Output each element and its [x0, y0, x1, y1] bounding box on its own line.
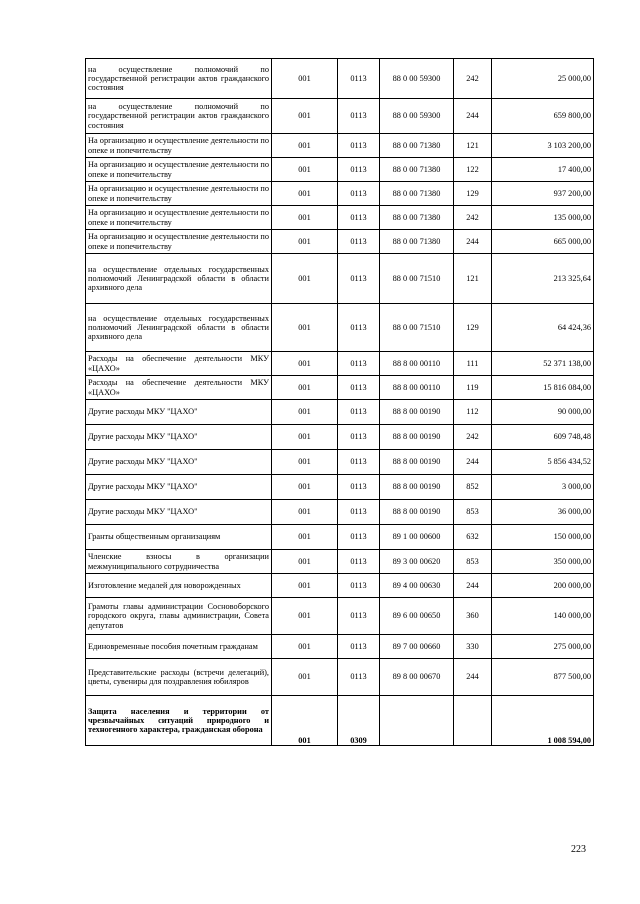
- cell-name: на осуществление отдельных государственных полномочий Ленинградской области в области архивного дела: [86, 304, 272, 352]
- cell-target-article: 88 8 00 00190: [380, 500, 454, 525]
- table-row: [86, 635, 594, 659]
- cell-department-code: 001: [272, 659, 338, 696]
- cell-expense-type: 122: [454, 158, 492, 182]
- cell-amount: 25 000,00: [492, 59, 594, 99]
- cell-department-code: 001: [272, 376, 338, 400]
- cell-target-article: 88 8 00 00110: [380, 376, 454, 400]
- cell-target-article: 88 0 00 59300: [380, 59, 454, 99]
- cell-amount: 1 008 594,00: [492, 696, 594, 746]
- cell-department-code: 001: [272, 450, 338, 475]
- cell-name: на осуществление отдельных государственных полномочий Ленинградской области в области архивного дела: [86, 254, 272, 304]
- cell-expense-type: 853: [454, 550, 492, 574]
- table-row: [86, 400, 594, 425]
- cell-name: На организацию и осуществление деятельности по опеке и попечительству: [86, 134, 272, 158]
- cell-amount: 659 800,00: [492, 99, 594, 134]
- cell-department-code: 001: [272, 598, 338, 635]
- cell-name: Другие расходы МКУ "ЦАХО": [86, 500, 272, 525]
- cell-target-article: 88 8 00 00190: [380, 400, 454, 425]
- cell-target-article: 89 3 00 00620: [380, 550, 454, 574]
- cell-name: Другие расходы МКУ "ЦАХО": [86, 450, 272, 475]
- cell-section-code: 0113: [338, 400, 380, 425]
- cell-expense-type: 244: [454, 99, 492, 134]
- table-row: [86, 500, 594, 525]
- cell-amount: 937 200,00: [492, 182, 594, 206]
- cell-amount: 15 816 084,00: [492, 376, 594, 400]
- cell-department-code: 001: [272, 500, 338, 525]
- cell-section-code: 0113: [338, 352, 380, 376]
- cell-expense-type: [454, 696, 492, 746]
- cell-target-article: 88 8 00 00190: [380, 450, 454, 475]
- cell-amount: 3 000,00: [492, 475, 594, 500]
- cell-amount: 52 371 138,00: [492, 352, 594, 376]
- table-row: [86, 450, 594, 475]
- table-row: [86, 696, 594, 746]
- table-row: [86, 134, 594, 158]
- table-row: [86, 206, 594, 230]
- cell-target-article: 89 1 00 00600: [380, 525, 454, 550]
- cell-expense-type: 852: [454, 475, 492, 500]
- cell-name: Представительские расходы (встречи делегаций), цветы, сувениры для поздравления юбиляров: [86, 659, 272, 696]
- cell-name: Расходы на обеспечение деятельности МКУ «ЦАХО»: [86, 352, 272, 376]
- cell-expense-type: 244: [454, 450, 492, 475]
- cell-amount: 17 400,00: [492, 158, 594, 182]
- cell-target-article: 88 0 00 59300: [380, 99, 454, 134]
- cell-section-code: 0309: [338, 696, 380, 746]
- cell-department-code: 001: [272, 134, 338, 158]
- cell-amount: 135 000,00: [492, 206, 594, 230]
- cell-target-article: 89 4 00 00630: [380, 574, 454, 598]
- cell-expense-type: 853: [454, 500, 492, 525]
- table-row: [86, 352, 594, 376]
- cell-section-code: 0113: [338, 59, 380, 99]
- cell-amount: 5 856 434,52: [492, 450, 594, 475]
- cell-section-code: 0113: [338, 574, 380, 598]
- cell-section-code: 0113: [338, 99, 380, 134]
- cell-expense-type: 112: [454, 400, 492, 425]
- cell-target-article: 88 8 00 00110: [380, 352, 454, 376]
- cell-target-article: 89 8 00 00670: [380, 659, 454, 696]
- table-row: [86, 574, 594, 598]
- cell-expense-type: 129: [454, 304, 492, 352]
- table-row: [86, 59, 594, 99]
- cell-expense-type: 244: [454, 230, 492, 254]
- cell-name: Членские взносы в организации межмуниципального сотрудничества: [86, 550, 272, 574]
- cell-target-article: 89 6 00 00650: [380, 598, 454, 635]
- cell-expense-type: 111: [454, 352, 492, 376]
- cell-section-code: 0113: [338, 134, 380, 158]
- cell-department-code: 001: [272, 550, 338, 574]
- table-row: [86, 158, 594, 182]
- cell-target-article: 88 8 00 00190: [380, 475, 454, 500]
- cell-department-code: 001: [272, 425, 338, 450]
- cell-name: Грамоты главы администрации Сосновоборского городского округа, главы администрации, Совета депутатов: [86, 598, 272, 635]
- cell-amount: 3 103 200,00: [492, 134, 594, 158]
- table-row: [86, 99, 594, 134]
- cell-target-article: 89 7 00 00660: [380, 635, 454, 659]
- cell-section-code: 0113: [338, 500, 380, 525]
- cell-section-code: 0113: [338, 450, 380, 475]
- cell-amount: 665 000,00: [492, 230, 594, 254]
- budget-table: [85, 58, 594, 746]
- cell-amount: 350 000,00: [492, 550, 594, 574]
- cell-name: Единовременные пособия почетным гражданам: [86, 635, 272, 659]
- cell-name: На организацию и осуществление деятельности по опеке и попечительству: [86, 158, 272, 182]
- cell-target-article: 88 0 00 71510: [380, 254, 454, 304]
- cell-name: На организацию и осуществление деятельности по опеке и попечительству: [86, 206, 272, 230]
- cell-expense-type: 242: [454, 206, 492, 230]
- cell-section-code: 0113: [338, 525, 380, 550]
- cell-name: На организацию и осуществление деятельности по опеке и попечительству: [86, 182, 272, 206]
- cell-amount: 64 424,36: [492, 304, 594, 352]
- cell-target-article: 88 8 00 00190: [380, 425, 454, 450]
- table-row: [86, 376, 594, 400]
- cell-expense-type: 129: [454, 182, 492, 206]
- cell-department-code: 001: [272, 182, 338, 206]
- cell-section-code: 0113: [338, 550, 380, 574]
- cell-department-code: 001: [272, 696, 338, 746]
- cell-department-code: 001: [272, 635, 338, 659]
- cell-target-article: 88 0 00 71380: [380, 182, 454, 206]
- table-row: [86, 182, 594, 206]
- cell-name: Изготовление медалей для новорожденных: [86, 574, 272, 598]
- cell-name: Другие расходы МКУ "ЦАХО": [86, 425, 272, 450]
- cell-name: На организацию и осуществление деятельности по опеке и попечительству: [86, 230, 272, 254]
- cell-section-code: 0113: [338, 304, 380, 352]
- cell-department-code: 001: [272, 352, 338, 376]
- cell-target-article: 88 0 00 71380: [380, 230, 454, 254]
- cell-amount: 213 325,64: [492, 254, 594, 304]
- cell-name: Защита населения и территории от чрезвычайных ситуаций природного и техногенного характера, гражданская оборона: [86, 696, 272, 746]
- cell-department-code: 001: [272, 400, 338, 425]
- cell-department-code: 001: [272, 230, 338, 254]
- cell-amount: 36 000,00: [492, 500, 594, 525]
- cell-department-code: 001: [272, 475, 338, 500]
- cell-name: Другие расходы МКУ "ЦАХО": [86, 475, 272, 500]
- cell-expense-type: 119: [454, 376, 492, 400]
- cell-department-code: 001: [272, 304, 338, 352]
- table-row: [86, 598, 594, 635]
- cell-expense-type: 242: [454, 425, 492, 450]
- cell-amount: 877 500,00: [492, 659, 594, 696]
- cell-department-code: 001: [272, 158, 338, 182]
- cell-section-code: 0113: [338, 206, 380, 230]
- cell-department-code: 001: [272, 574, 338, 598]
- cell-expense-type: 121: [454, 134, 492, 158]
- cell-amount: 609 748,48: [492, 425, 594, 450]
- cell-section-code: 0113: [338, 425, 380, 450]
- table-row: [86, 525, 594, 550]
- page-number: 223: [571, 844, 586, 855]
- cell-amount: 200 000,00: [492, 574, 594, 598]
- cell-expense-type: 330: [454, 635, 492, 659]
- cell-target-article: 88 0 00 71380: [380, 206, 454, 230]
- cell-amount: 140 000,00: [492, 598, 594, 635]
- cell-expense-type: 121: [454, 254, 492, 304]
- cell-section-code: 0113: [338, 376, 380, 400]
- cell-department-code: 001: [272, 99, 338, 134]
- cell-expense-type: 244: [454, 659, 492, 696]
- cell-department-code: 001: [272, 59, 338, 99]
- cell-section-code: 0113: [338, 598, 380, 635]
- table-row: [86, 230, 594, 254]
- cell-section-code: 0113: [338, 635, 380, 659]
- cell-department-code: 001: [272, 525, 338, 550]
- cell-amount: 275 000,00: [492, 635, 594, 659]
- cell-target-article: 88 0 00 71380: [380, 134, 454, 158]
- table-row: [86, 550, 594, 574]
- table-row: [86, 475, 594, 500]
- cell-section-code: 0113: [338, 475, 380, 500]
- cell-name: на осуществление полномочий по государственной регистрации актов гражданского состояния: [86, 59, 272, 99]
- table-row: [86, 254, 594, 304]
- cell-expense-type: 632: [454, 525, 492, 550]
- cell-section-code: 0113: [338, 158, 380, 182]
- cell-target-article: [380, 696, 454, 746]
- cell-expense-type: 242: [454, 59, 492, 99]
- cell-expense-type: 360: [454, 598, 492, 635]
- cell-section-code: 0113: [338, 230, 380, 254]
- cell-name: Другие расходы МКУ "ЦАХО": [86, 400, 272, 425]
- cell-department-code: 001: [272, 254, 338, 304]
- table-row: [86, 425, 594, 450]
- table-row: [86, 304, 594, 352]
- cell-section-code: 0113: [338, 182, 380, 206]
- cell-department-code: 001: [272, 206, 338, 230]
- cell-expense-type: 244: [454, 574, 492, 598]
- cell-name: Гранты общественным организациям: [86, 525, 272, 550]
- cell-target-article: 88 0 00 71380: [380, 158, 454, 182]
- cell-target-article: 88 0 00 71510: [380, 304, 454, 352]
- cell-amount: 90 000,00: [492, 400, 594, 425]
- cell-section-code: 0113: [338, 254, 380, 304]
- table-row: [86, 659, 594, 696]
- cell-name: на осуществление полномочий по государственной регистрации актов гражданского состояния: [86, 99, 272, 134]
- cell-amount: 150 000,00: [492, 525, 594, 550]
- cell-section-code: 0113: [338, 659, 380, 696]
- table-body: [86, 59, 594, 746]
- cell-name: Расходы на обеспечение деятельности МКУ «ЦАХО»: [86, 376, 272, 400]
